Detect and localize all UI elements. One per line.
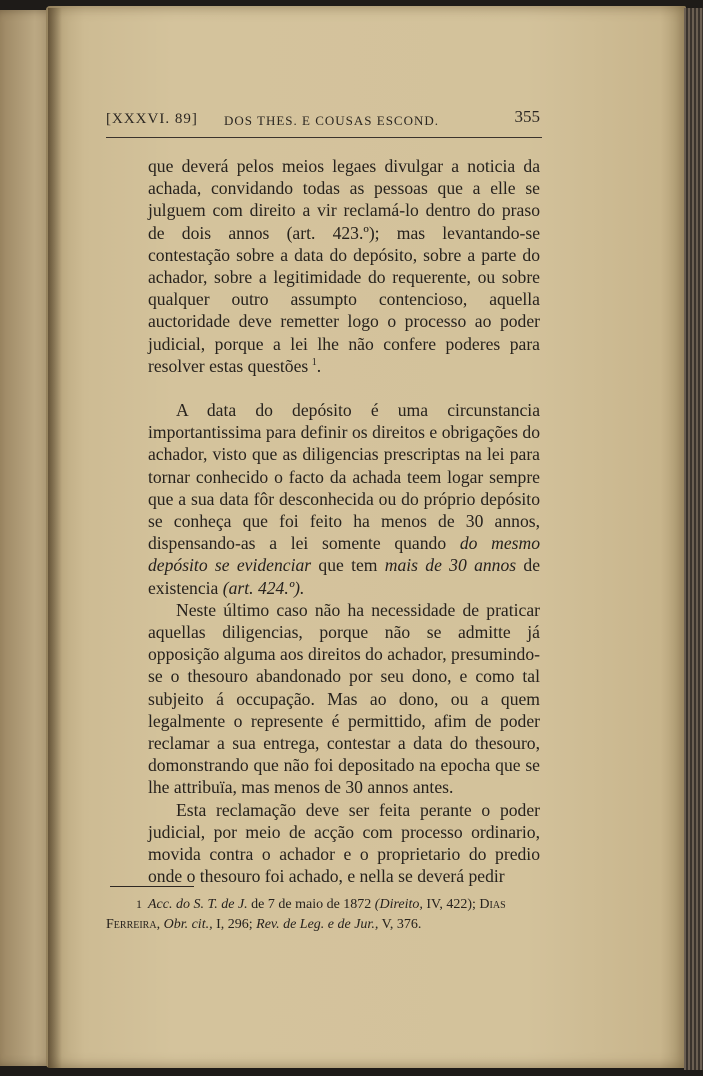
footnote-rule [110,886,194,887]
running-header [106,105,540,131]
running-title: DOS THES. E COUSAS ESCOND. [224,113,440,128]
paragraph-text: que tem [311,555,385,576]
paragraph-text: de existencia [148,555,541,598]
page-stack-edge [684,8,703,1070]
footnote-mark: 1 [136,897,142,911]
binding-gutter [48,8,62,1068]
header-rule [106,137,542,138]
section-reference: [XXXVI. 89] [106,111,198,127]
footnote-citation: Obr. cit., [160,917,213,932]
paragraph-text: que deverá pelos meios legaes divulgar a noticia da achada, convidando todas as pessoas que a elle se julguem com direito a vir reclamá-lo dentro do praso de dois annos (art. 423.º); mas levantando-se contestação sobre a data do depósito, sobre a parte do achador, sobre a legitimidade do requerente, ou sobre qualquer outro assumpto contencioso, aquella auctoridade deve remetter logo o processo ao poder judicial, porque a lei lhe não confere poderes para resolver estas questões [148,156,540,376]
footnote-author: Dias Ferreira, [106,897,506,932]
footnote-text: IV, 422); [422,897,480,912]
page-number: 355 [514,107,540,126]
footnote [106,894,542,935]
footnote-text: de 7 de maio de 1872 [247,897,375,912]
italic-phrase: do mesmo depósito se evidenciar [148,533,541,576]
paragraph-end: . [316,355,322,376]
footnote-citation: (Direito, [374,897,423,912]
italic-phrase: mais de 30 annos [384,555,517,576]
footnote-reference: 1 [311,356,317,368]
paragraph [148,155,540,377]
footnote-text: V, 376. [378,917,422,932]
paragraph [148,399,540,599]
footnote-citation: Acc. do S. T. de J. [148,897,248,912]
footnote-text: I, 296; [212,917,257,932]
footnote-citation: Rev. de Leg. e de Jur., [256,917,379,932]
body-text [148,155,540,888]
paragraph-text: A data do depósito é uma circunstancia importantissima para definir os direitos e obrigações do achador, visto que as diligencias prescriptas na lei para tornar conhecido o facto da achada teem logar sempre que a sua data fôr desconhecida ou do próprio depósito se conheça que foi feito ha menos de 30 annos, dispensando-as a lei somente quando [148,400,540,554]
article-citation: (art. 424.º). [222,577,305,598]
paragraph: Neste último caso não ha necessidade de praticar aquellas diligencias, porque não se admitte já opposição alguma aos direitos do achador, presumindo-se o thesouro abandonado por seu dono, e como tal subjeito á occupação. Mas ao dono, ou a quem legalmente o represente é permittido, afim de poder reclamar a sua entrega, contestar a data do thesouro, domonstrando que não foi depositado na epocha que se lhe attribuïa, mas menos de 30 annos antes. [148,599,540,798]
paragraph: Esta reclamação deve ser feita perante o poder judicial, por meio de acção com processo ordinario, movida contra o achador e o proprietario do predio onde o thesouro foi achado, e nella se deverá pedir [148,799,540,887]
